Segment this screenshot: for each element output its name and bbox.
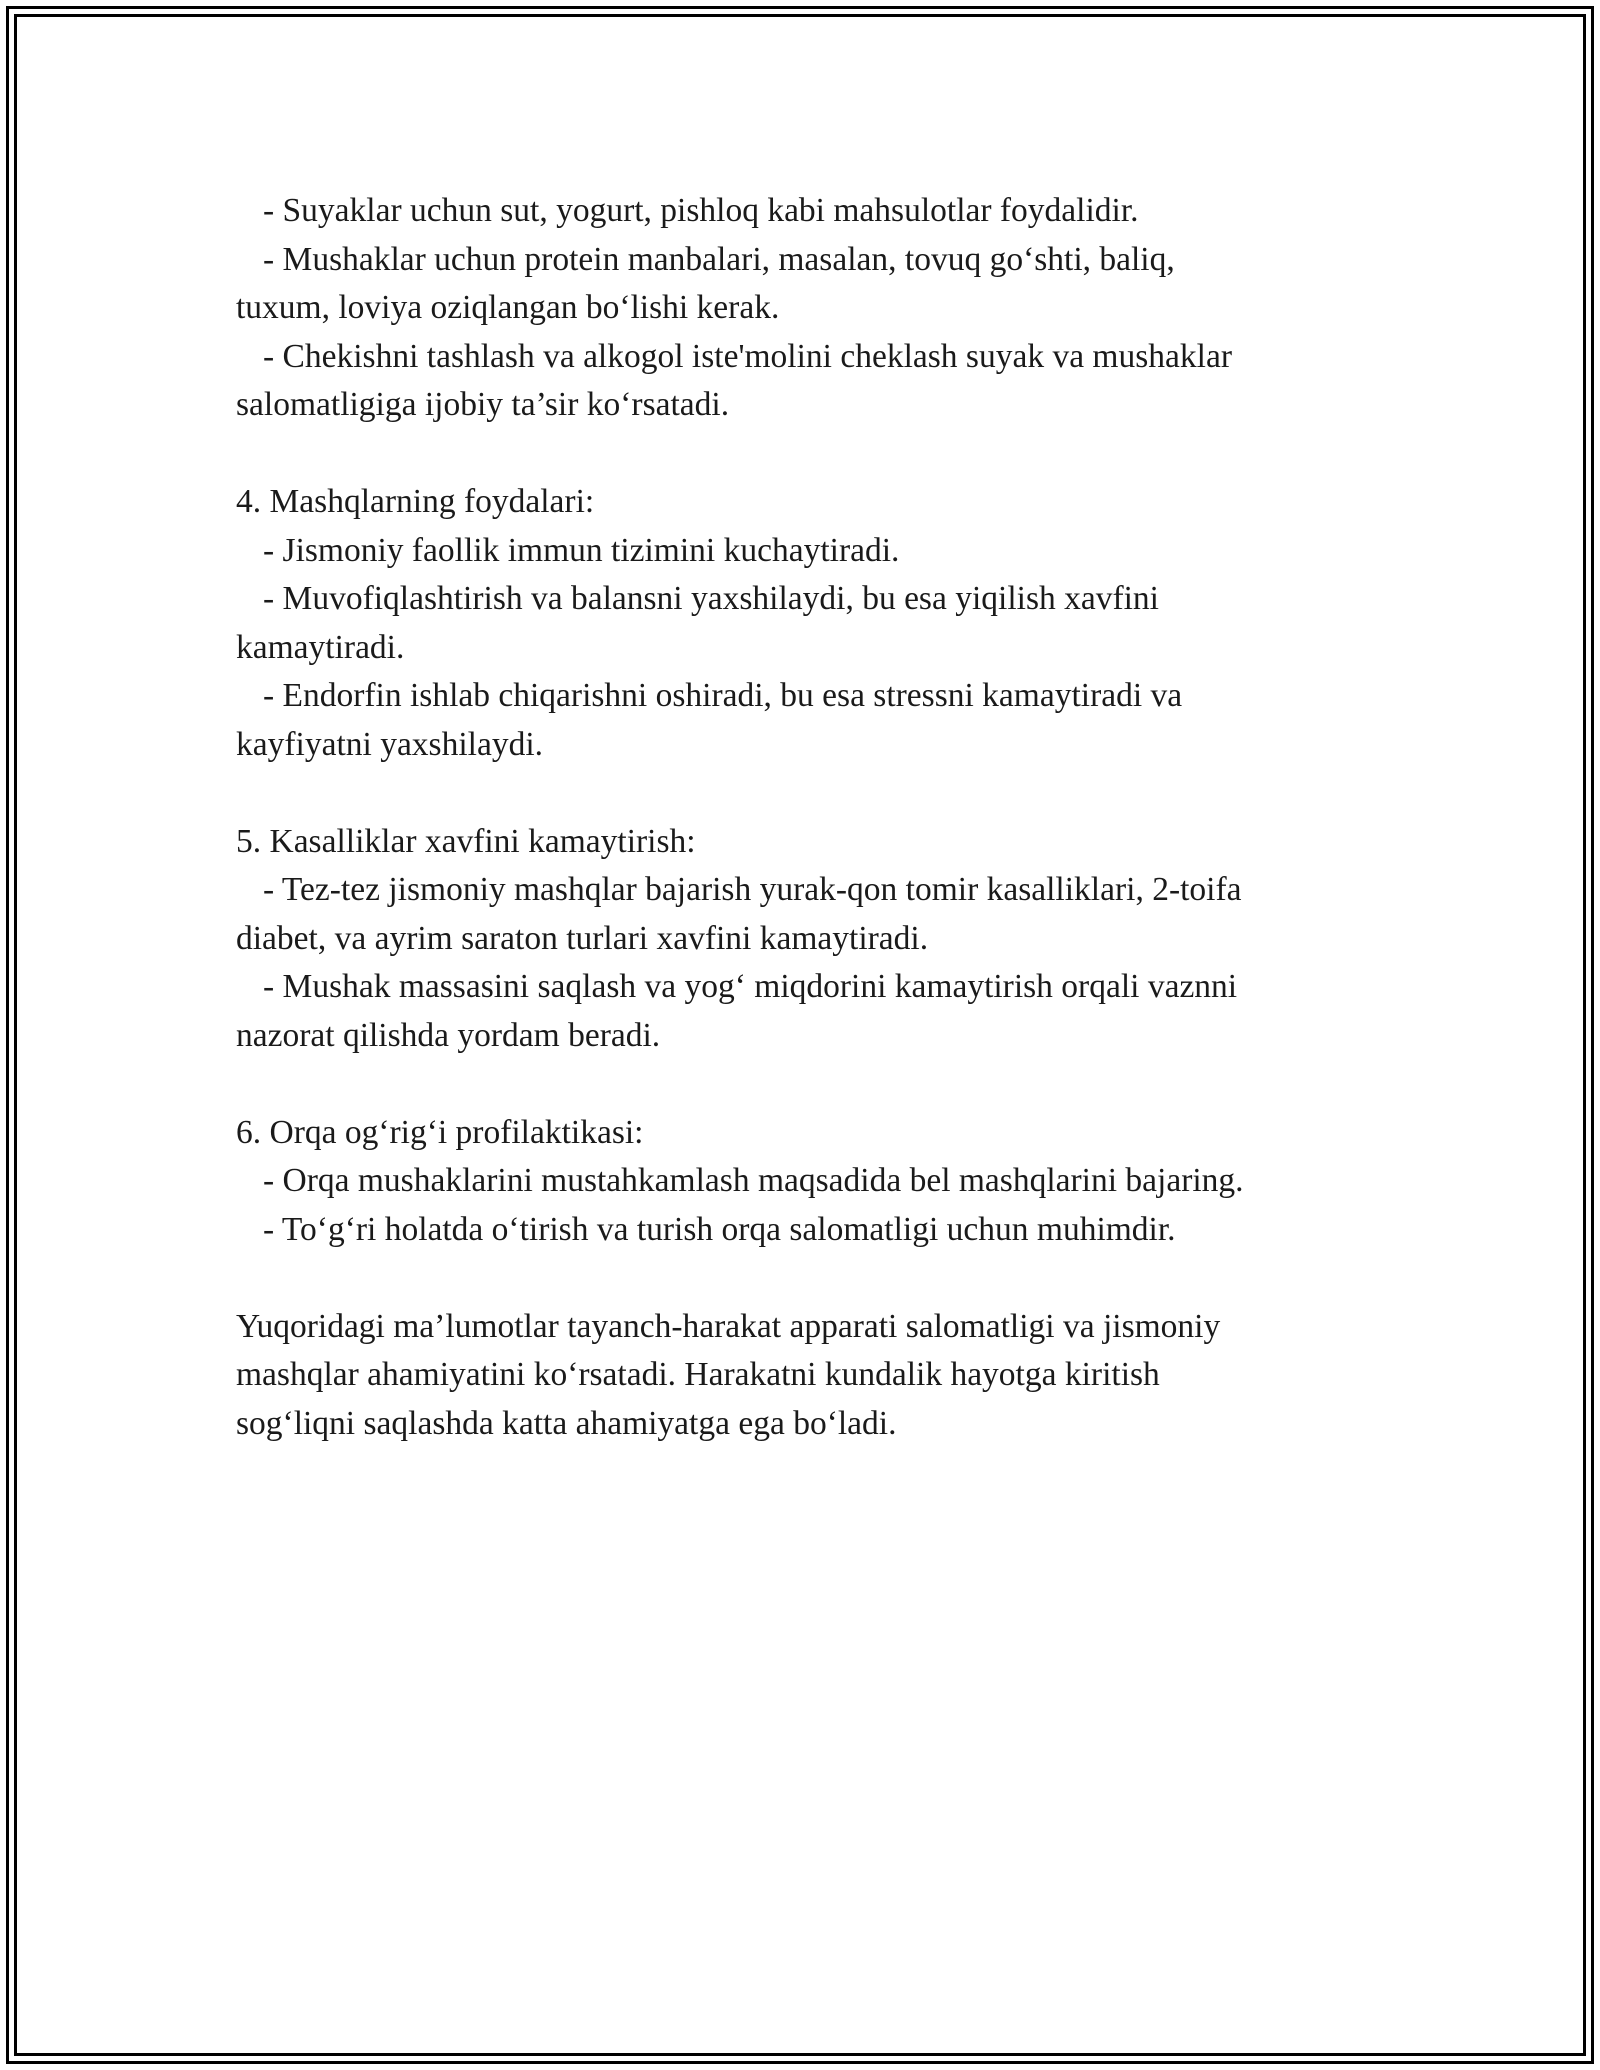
section-heading: 5. Kasalliklar xavfini kamaytirish: (236, 822, 696, 860)
section-heading: 6. Orqa og‘rig‘i profilaktikasi: (236, 1113, 644, 1151)
bullet-line: - Muvofiqlashtirish va balansni yaxshilaydi, bu esa yiqilish xavfini (263, 580, 1159, 617)
bullet-line: - Mushaklar uchun protein manbalari, masalan, tovuq go‘shti, baliq, (263, 240, 1175, 278)
bones-muscles-block (236, 187, 1416, 430)
paragraph-gap (236, 769, 1416, 818)
bullet-line: - Jismoniy faollik immun tizimini kuchaytiradi. (263, 531, 900, 569)
conclusion-line: mashqlar ahamiyatini ko‘rsatadi. Harakatni kundalik hayotga kiritish (236, 1356, 1160, 1393)
bullet-line: - Chekishni tashlash va alkogol iste'molini cheklash suyak va mushaklar (263, 337, 1232, 375)
conclusion-line: Yuqoridagi ma’lumotlar tayanch-harakat apparati salomatligi va jismoniy (236, 1307, 1221, 1345)
bullet-continuation-line: kayfiyatni yaxshilaydi. (236, 725, 544, 763)
section-5 (236, 818, 1416, 1061)
section-heading: 4. Mashqlarning foydalari: (236, 483, 595, 520)
paragraph-gap (236, 1254, 1416, 1303)
paragraph-gap (236, 1060, 1416, 1109)
bullet-continuation-line: diabet, va ayrim saraton turlari xavfini kamaytiradi. (236, 919, 929, 957)
bullet-line: - Suyaklar uchun sut, yogurt, pishloq kabi mahsulotlar foydalidir. (263, 192, 1139, 229)
section-6 (236, 1109, 1416, 1255)
conclusion-paragraph (236, 1303, 1416, 1449)
document-body (236, 187, 1416, 1448)
bullet-continuation-line: kamaytiradi. (236, 628, 405, 666)
bullet-continuation-line: salomatligiga ijobiy ta’sir ko‘rsatadi. (236, 386, 730, 423)
bullet-continuation-line: tuxum, loviya oziqlangan bo‘lishi kerak. (236, 289, 780, 326)
paragraph-gap (236, 430, 1416, 479)
bullet-line: - Endorfin ishlab chiqarishni oshiradi, bu esa stressni kamaytiradi va (263, 677, 1183, 714)
conclusion-line: sog‘liqni saqlashda katta ahamiyatga ega bo‘ladi. (236, 1404, 897, 1442)
bullet-line: - Orqa mushaklarini mustahkamlash maqsadida bel mashqlarini bajaring. (263, 1162, 1244, 1199)
bullet-continuation-line: nazorat qilishda yordam beradi. (236, 1016, 661, 1054)
bullet-line: - To‘g‘ri holatda o‘tirish va turish orqa salomatligi uchun muhimdir. (263, 1210, 1176, 1248)
bullet-line: - Tez-tez jismoniy mashqlar bajarish yurak-qon tomir kasalliklari, 2-toifa (263, 871, 1242, 908)
section-4 (236, 478, 1416, 769)
bullet-line: - Mushak massasini saqlash va yog‘ miqdorini kamaytirish orqali vaznni (263, 968, 1238, 1005)
